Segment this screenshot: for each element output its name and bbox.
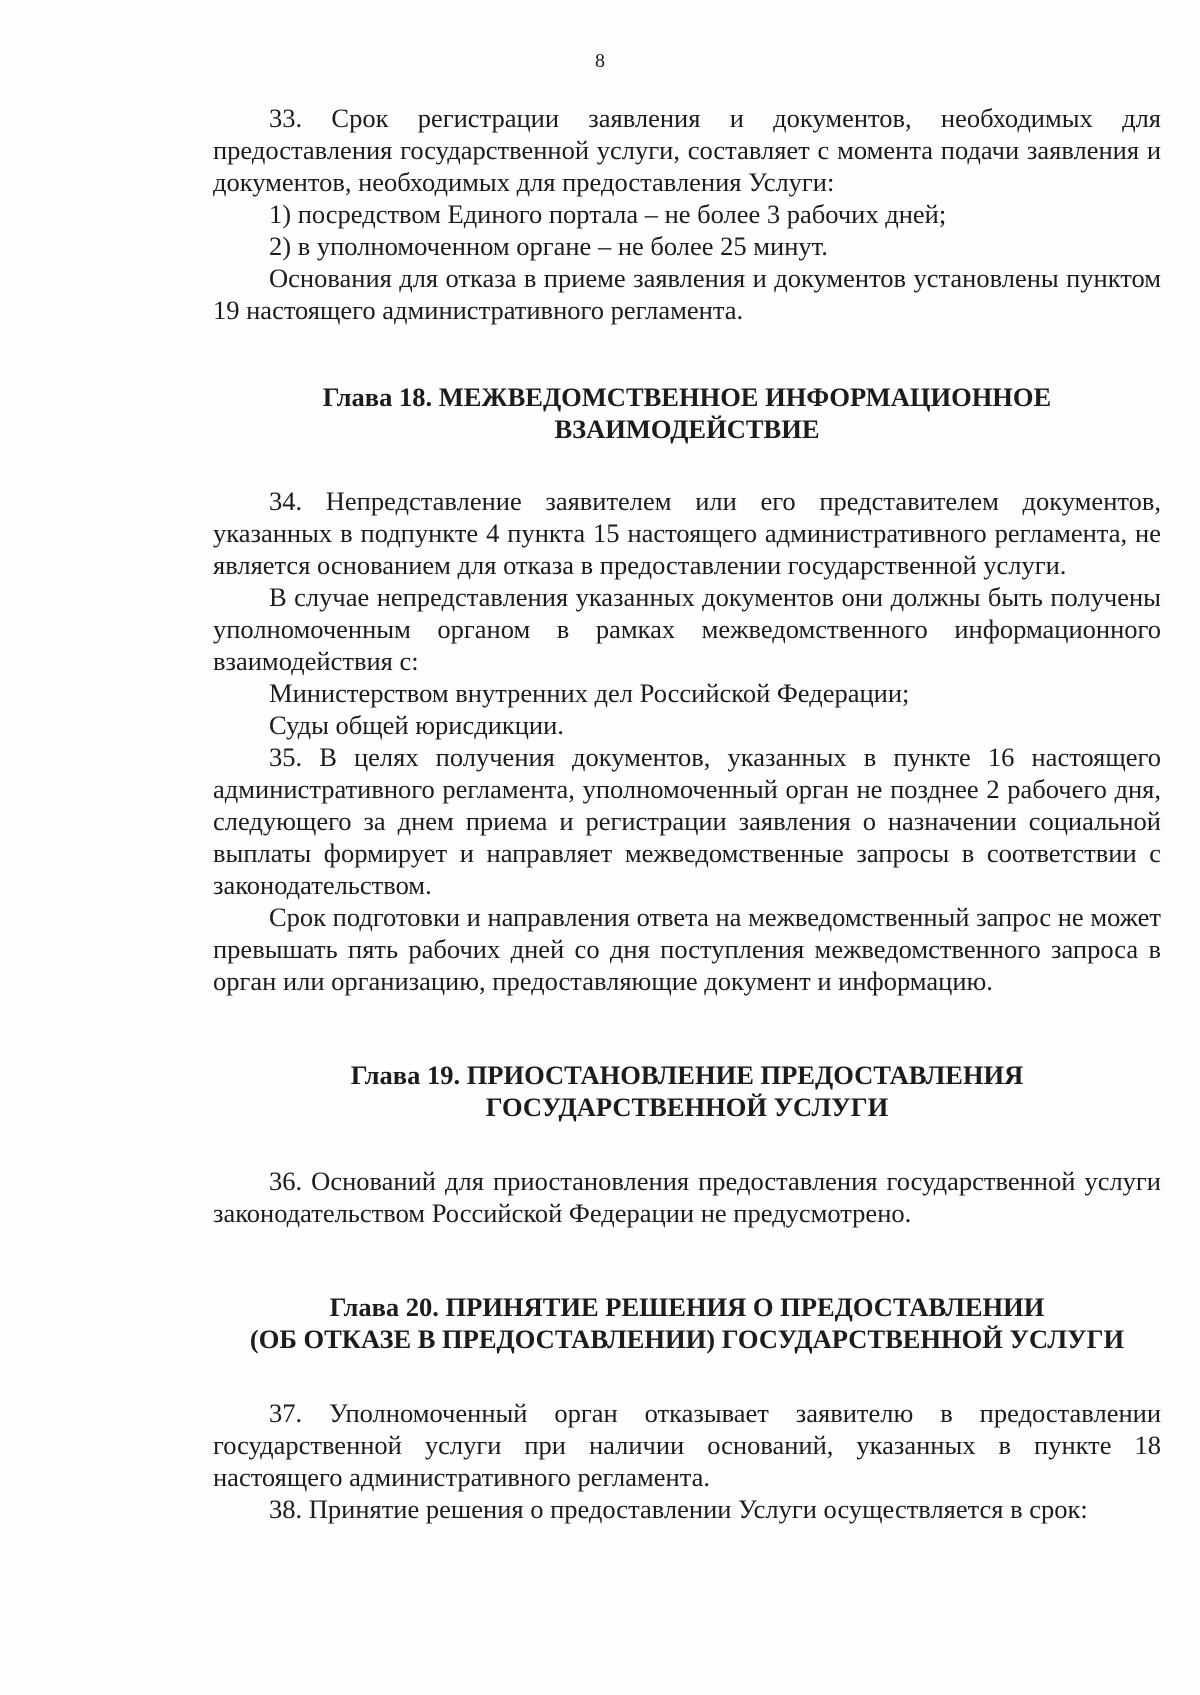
paragraph-34: 34. Непредставление заявителем или его представителем документов, указанных в подпункте 4 пункта 15 настоящего административного регламента, не является основанием для отказа в предоставлении государственной услуги. (213, 486, 1161, 580)
chapter-20-heading-line-1: Глава 20. ПРИНЯТИЕ РЕШЕНИЯ О ПРЕДОСТАВЛЕНИИ (329, 1292, 1045, 1322)
paragraph-34-continued: В случае непредставления указанных документов они должны быть получены уполномоченным органом в рамках межведомственного информационного взаимодействия с: (213, 582, 1161, 676)
chapter-19-heading (213, 1059, 1161, 1123)
chapter-19-heading-line-2: ГОСУДАРСТВЕННОЙ УСЛУГИ (485, 1092, 889, 1122)
paragraph-37: 37. Уполномоченный орган отказывает заявителю в предоставлении государственной услуги при наличии оснований, указанных в пункте 18 настоящего административного регламента. (213, 1398, 1161, 1492)
chapter-19-heading-line-1: Глава 19. ПРИОСТАНОВЛЕНИЕ ПРЕДОСТАВЛЕНИЯ (350, 1060, 1024, 1090)
chapter-20-heading (213, 1291, 1161, 1355)
paragraph-35-continued: Срок подготовки и направления ответа на межведомственный запрос не может превышать пять рабочих дней со дня поступления межведомственного запроса в орган или организацию, предоставляющие документ и информацию. (213, 902, 1161, 996)
paragraph-38: 38. Принятие решения о предоставлении Услуги осуществляется в срок: (269, 1494, 1088, 1524)
paragraph-33: 33. Срок регистрации заявления и документов, необходимых для предоставления государственной услуги, составляет с момента подачи заявления и документов, необходимых для предоставления Услуги: (213, 103, 1161, 197)
list-item-ministry: Министерством внутренних дел Российской Федерации; (269, 678, 910, 708)
list-item-1: 1) посредством Единого портала – не более 3 рабочих дней; (269, 199, 947, 229)
paragraph-refusal-grounds: Основания для отказа в приеме заявления и документов установлены пунктом 19 настоящего административного регламента. (213, 263, 1161, 325)
chapter-18-heading-line-1: Глава 18. МЕЖВЕДОМСТВЕННОЕ ИНФОРМАЦИОННОЕ (322, 382, 1052, 412)
list-item-courts: Суды общей юрисдикции. (269, 710, 564, 740)
page-number: 8 (595, 50, 605, 72)
paragraph-36: 36. Оснований для приостановления предоставления государственной услуги законодательством Российской Федерации не предусмотрено. (213, 1166, 1161, 1228)
paragraph-35: 35. В целях получения документов, указанных в пункте 16 настоящего административного регламента, уполномоченный орган не позднее 2 рабочего дня, следующего за днем приема и регистрации заявления о назначении социальной выплаты формирует и направляет межведомственные запросы в соответствии с законодательством. (213, 742, 1161, 900)
chapter-18-heading-line-2: ВЗАИМОДЕЙСТВИЕ (554, 414, 820, 444)
chapter-18-heading (213, 381, 1161, 445)
chapter-20-heading-line-2: (ОБ ОТКАЗЕ В ПРЕДОСТАВЛЕНИИ) ГОСУДАРСТВЕННОЙ УСЛУГИ (249, 1324, 1125, 1354)
document-body (213, 102, 1161, 1525)
list-item-2: 2) в уполномоченном органе – не более 25 минут. (269, 231, 828, 261)
